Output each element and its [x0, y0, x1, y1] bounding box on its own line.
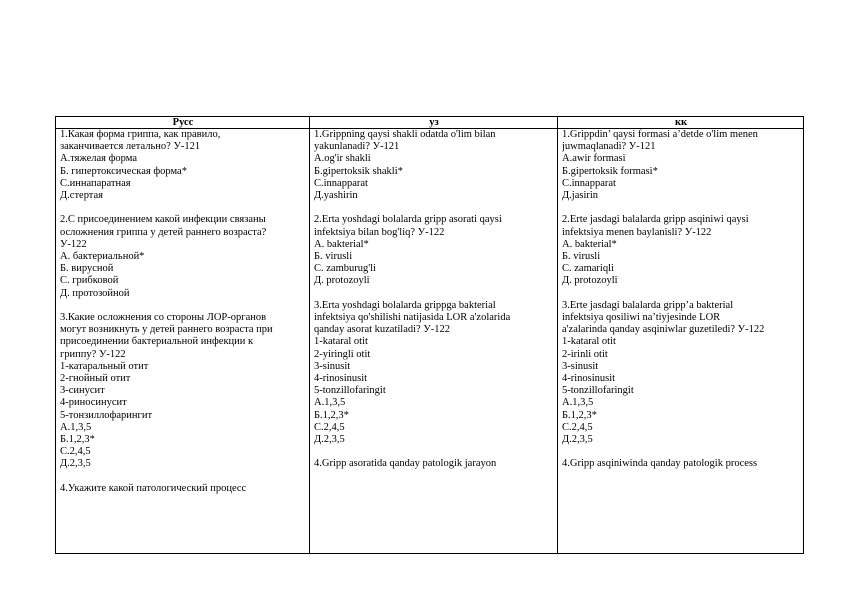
question-line: 5-tonzillofaringit: [314, 385, 386, 397]
question-spacer: [562, 202, 800, 214]
question-line: С.2,4,5: [60, 446, 91, 458]
question-line: A. bakterial*: [314, 238, 369, 250]
question-line: 1-kataral otit: [562, 336, 616, 348]
question-spacer: [562, 446, 800, 458]
content-row: [56, 129, 804, 554]
question-spacer: [562, 288, 800, 300]
question-line: 1.Grippning qaysi shakli odatda o'lim bilan: [314, 129, 496, 140]
question-block: [562, 300, 800, 446]
question-line: C.2,4,5: [562, 421, 593, 433]
question-block: [562, 458, 800, 470]
question-line: 4.Укажите какой патологический процесс: [60, 482, 247, 494]
question-line: a'zalarinda qanday asqiniwlar guzetiledi? У-122: [562, 324, 765, 336]
question-spacer: [60, 300, 306, 312]
question-line: Д.yashirin: [314, 190, 358, 202]
question-line: С.иннапаратная: [60, 177, 131, 189]
question-line: Д. protozoyli: [562, 275, 618, 287]
question-line: Б.gipertoksik shakli*: [314, 165, 403, 177]
question-line: Б. гипертоксическая форма*: [60, 165, 187, 177]
question-line: C.innapparat: [562, 177, 616, 189]
question-line: infektsiya bilan bog'liq? У-122: [314, 226, 445, 238]
question-line: осложнения гриппа у детей раннего возраста?: [60, 226, 267, 238]
question-line: Д.jasirin: [562, 190, 599, 202]
question-line: Б. virusli: [314, 251, 353, 263]
question-line: A.1,3,5: [314, 397, 346, 409]
question-line: 5-tonzillofaringit: [562, 385, 634, 397]
question-line: C.innapparat: [314, 177, 368, 189]
question-line: infektsiya qo'shilishi natijasida LOR a'zolarida: [314, 312, 511, 324]
question-line: 4-риносинусит: [60, 397, 127, 409]
question-line: 1.Какая форма гриппа, как правило,: [60, 129, 221, 140]
header-russian: Русс: [56, 117, 310, 129]
question-line: Б. вирусной: [60, 263, 114, 275]
question-line: qanday asorat kuzatiladi? У-122: [314, 324, 451, 336]
question-line: 2.Erta yoshdagi bolalarda gripp asorati qaysi: [314, 214, 502, 226]
question-line: Д. протозойной: [60, 287, 130, 299]
column-karakalpak: [558, 129, 804, 554]
column-uzbek: [310, 129, 558, 554]
question-line: гриппу? У-122: [60, 348, 126, 360]
question-block: [562, 129, 800, 202]
question-line: 2-irinli otit: [562, 348, 608, 360]
question-line: C. zamariqli: [562, 263, 614, 275]
question-line: Б.1,2,3*: [314, 409, 349, 421]
question-spacer: [314, 202, 554, 214]
question-line: infektsiya qosiliwi na’tiyjesinde LOR: [562, 312, 721, 324]
question-line: Д. protozoyli: [314, 275, 370, 287]
question-line: 4.Gripp asoratida qanday patologik jarayon: [314, 458, 497, 470]
header-karakalpak: кк: [558, 117, 804, 129]
question-block: [60, 129, 306, 202]
question-line: Б.gipertoksik formasi*: [562, 165, 658, 177]
question-spacer: [314, 446, 554, 458]
question-line: 3-синусит: [60, 385, 105, 397]
question-block: [60, 214, 306, 299]
question-block: [60, 483, 306, 495]
question-line: yakunlanadi? У-121: [314, 141, 400, 153]
question-block: [314, 214, 554, 287]
question-line: заканчивается летально? У-121: [60, 141, 201, 153]
question-line: 3.Erte jasdagi balalarda gripp’a bakterial: [562, 299, 734, 311]
question-line: 3.Erta yoshdagi bolalarda grippga bakterial: [314, 299, 496, 311]
question-line: 3-sinusit: [314, 360, 351, 372]
question-table: [55, 116, 804, 554]
question-line: infektsiya menen baylanisli? У-122: [562, 226, 712, 238]
question-line: А.1,3,5: [60, 421, 92, 433]
question-line: juwmaqlanadi? У-121: [562, 141, 656, 153]
question-spacer: [60, 471, 306, 483]
question-line: Б. virusli: [562, 251, 601, 263]
question-line: 2-yiringli otit: [314, 348, 371, 360]
question-line: 2-гнойный отит: [60, 373, 131, 385]
question-line: 3.Какие осложнения со стороны ЛОР-органов: [60, 312, 267, 324]
question-line: C.2,4,5: [314, 421, 345, 433]
column-russian: [56, 129, 310, 554]
question-line: Б.1,2,3*: [562, 409, 597, 421]
question-block: [314, 458, 554, 470]
header-row: [56, 117, 804, 129]
question-line: А.тяжелая форма: [60, 153, 137, 165]
question-line: A.1,3,5: [562, 397, 594, 409]
question-line: Д.2,3,5: [314, 434, 345, 446]
question-line: 2.Erte jasdagi balalarda gripp asqiniwi qaysi: [562, 214, 749, 226]
question-line: 5-тонзиллофарингит: [60, 409, 153, 421]
question-line: А. бактериальной*: [60, 251, 145, 263]
question-line: 4-rinosinusit: [562, 373, 616, 385]
question-line: A.awir formasi: [562, 153, 626, 165]
question-line: С. грибковой: [60, 275, 119, 287]
question-line: 4-rinosinusit: [314, 373, 368, 385]
header-uzbek: уз: [310, 117, 558, 129]
question-line: C. zamburug'li: [314, 263, 376, 275]
question-line: Д.стертая: [60, 190, 104, 202]
question-line: 2.С присоединением какой инфекции связаны: [60, 214, 266, 226]
question-line: Б.1,2,3*: [60, 434, 95, 446]
question-line: могут возникнуть у детей раннего возраста при: [60, 324, 273, 336]
question-line: 3-sinusit: [562, 360, 599, 372]
question-line: присоединении бактериальной инфекции к: [60, 336, 254, 348]
question-line: A.og'ir shakli: [314, 153, 371, 165]
question-line: 1-катаральный отит: [60, 360, 149, 372]
question-block: [562, 214, 800, 287]
question-line: 1.Grippdin’ qaysi formasi a’detde o'lim menen: [562, 129, 758, 140]
question-line: 1-kataral otit: [314, 336, 368, 348]
question-line: У-122: [60, 238, 87, 250]
question-block: [314, 129, 554, 202]
question-spacer: [314, 288, 554, 300]
question-block: [60, 312, 306, 471]
question-line: 4.Gripp asqiniwinda qanday patologik process: [562, 458, 758, 470]
question-block: [314, 300, 554, 446]
question-line: A. bakterial*: [562, 238, 617, 250]
question-spacer: [60, 202, 306, 214]
question-line: Д.2,3,5: [562, 434, 593, 446]
question-line: Д.2,3,5: [60, 458, 91, 470]
